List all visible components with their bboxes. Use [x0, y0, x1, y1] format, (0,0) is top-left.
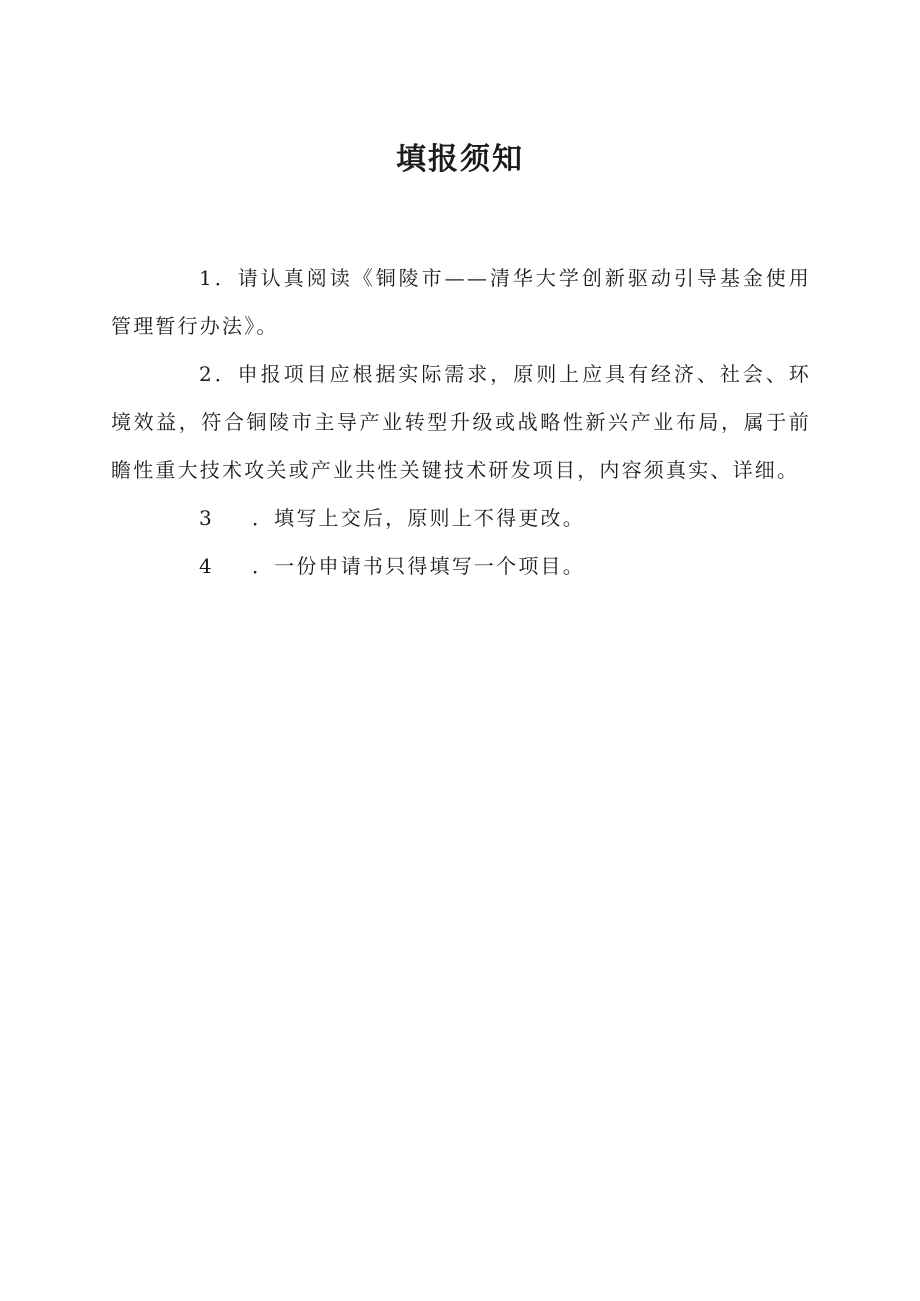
item-number: 1 [199, 266, 214, 290]
item-number: 2 [199, 362, 214, 386]
item-text: ．填写上交后，原则上不得更改。 [251, 506, 585, 530]
item-text: ．一份申请书只得填写一个项目。 [251, 554, 585, 578]
instruction-item-1 [111, 254, 811, 350]
item-text: ．申报项目应根据实际需求，原则上应具有经济、社会、环境效益，符合铜陵市主导产业转型升级或战略性新兴产业布局，属于前瞻性重大技术攻关或产业共性关键技术研发项目，内容须真实、详细。 [111, 362, 811, 482]
instruction-item-4 [111, 542, 811, 590]
page-title: 填报须知 [396, 142, 524, 177]
instruction-item-2 [111, 350, 811, 494]
item-number: 3 [199, 506, 214, 530]
item-number: 4 [199, 554, 214, 578]
instructions-list [111, 254, 811, 590]
item-text: ．请认真阅读《铜陵市——清华大学创新驱动引导基金使用管理暂行办法》。 [111, 266, 811, 338]
instruction-item-3 [111, 494, 811, 542]
